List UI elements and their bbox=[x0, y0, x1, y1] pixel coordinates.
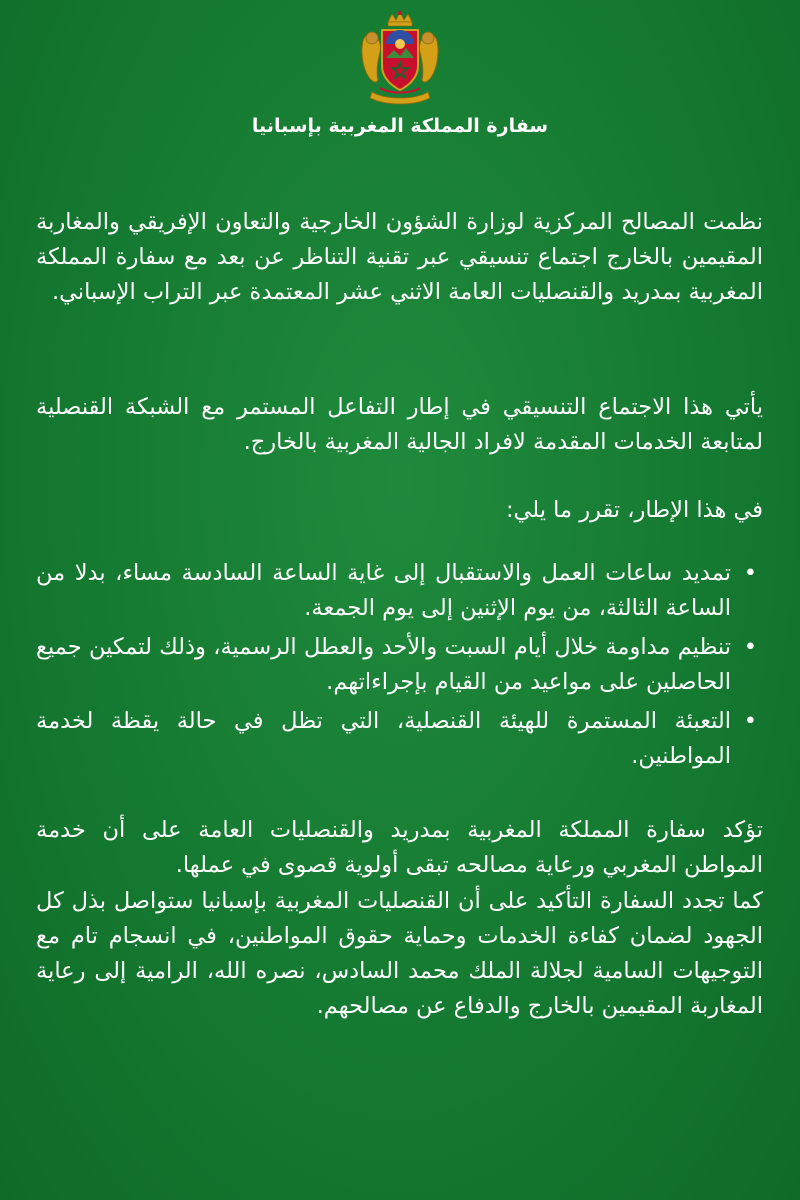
list-item bbox=[36, 630, 763, 700]
paragraph-meeting-context: يأتي هذا الاجتماع التنسيقي في إطار التفاعل المستمر مع الشبكة القنصلية لمتابعة الخدمات المقدمة لافراد الجالية المغربية بالخارج. bbox=[36, 394, 763, 455]
list-item bbox=[36, 556, 763, 626]
paragraph-decisions-intro: في هذا الإطار، تقرر ما يلي: bbox=[505, 497, 763, 523]
paragraph-commitment-statement: كما تجدد السفارة التأكيد على أن القنصليات المغربية بإسبانيا ستواصل بذل كل الجهود لضمان كفاءة الخدمات وحماية حقوق المواطنين، في انسجام تام مع التوجيهات السامية لجلالة الملك محمد السادس، نصره الله، الرامية إلى رعاية المغاربة المقيمين بالخارج والدفاع عن مصالحهم. bbox=[36, 888, 763, 1019]
list-item-text: تنظيم مداومة خلال أيام السبت والأحد والعطل الرسمية، وذلك لتمكين جميع الحاصلين على مواعيد من القيام بإجراءاتهم. bbox=[36, 634, 731, 695]
list-item-text: التعبئة المستمرة للهيئة القنصلية، التي تظل في حالة يقظة لخدمة المواطنين. bbox=[36, 708, 731, 769]
paragraph-meeting-organized: نظمت المصالح المركزية لوزارة الشؤون الخارجية والتعاون الإفريقي والمغاربة المقيمين بالخارج اجتماع تنسيقي عبر تقنية التناظر عن بعد مع سفارة المملكة المغربية بمدريد والقنصليات العامة الاثني عشر المعتمدة عبر التراب الإسباني. bbox=[36, 209, 763, 305]
moroccan-coat-of-arms-icon bbox=[350, 8, 450, 108]
embassy-name: سفارة المملكة المغربية بإسبانيا bbox=[251, 115, 549, 137]
bullet-icon: • bbox=[743, 560, 757, 586]
decisions-list bbox=[36, 556, 763, 778]
list-item-text: تمديد ساعات العمل والاستقبال إلى غاية الساعة السادسة مساء، بدلا من الساعة الثالثة، من يوم الإثنين إلى يوم الجمعة. bbox=[36, 560, 731, 621]
paragraph-priority-statement: تؤكد سفارة المملكة المغربية بمدريد والقنصليات العامة على أن خدمة المواطن المغربي ورعاية مصالحه تبقى أولوية قصوى في عملها. bbox=[36, 817, 763, 878]
bullet-icon: • bbox=[743, 708, 757, 734]
list-item bbox=[36, 704, 763, 774]
bullet-icon: • bbox=[743, 634, 757, 660]
